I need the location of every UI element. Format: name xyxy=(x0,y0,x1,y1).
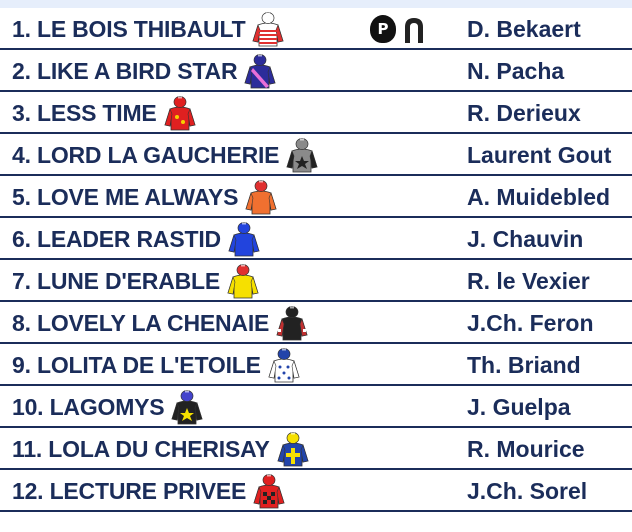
runner-row[interactable] xyxy=(0,134,632,176)
runner-label: 11. LOLA DU CHERISAY xyxy=(12,436,270,462)
runner-label: 12. LECTURE PRIVEE xyxy=(12,478,247,504)
runner-label: 1. LE BOIS THIBAULT xyxy=(12,16,246,42)
runner-label: 6. LEADER RASTID xyxy=(12,226,221,252)
jockey-silk-icon xyxy=(244,179,278,215)
runner-name xyxy=(12,176,278,218)
runner-row[interactable] xyxy=(0,386,632,428)
jockey-name: R. le Vexier xyxy=(467,268,590,294)
runner-name xyxy=(12,470,286,512)
jockey-silk-icon xyxy=(227,221,261,257)
jockey-name: R. Mourice xyxy=(467,436,585,462)
runner-row[interactable] xyxy=(0,92,632,134)
jockey-silk-icon xyxy=(170,389,204,425)
runner-label: 8. LOVELY LA CHENAIE xyxy=(12,310,270,336)
runner-name xyxy=(12,386,204,428)
jockey-name: J.Ch. Feron xyxy=(467,310,594,336)
jockey-name: Th. Briand xyxy=(467,352,581,378)
jockey-silk-icon xyxy=(267,347,301,383)
runner-name xyxy=(12,302,309,344)
runner-name xyxy=(12,344,301,386)
runner-name xyxy=(12,50,277,92)
jockey-silk-icon xyxy=(251,11,285,47)
runner-name xyxy=(12,218,261,260)
jockey-silk-icon xyxy=(285,137,319,173)
runner-name xyxy=(12,428,310,470)
jockey-silk-icon xyxy=(276,431,310,467)
horseshoe-icon xyxy=(400,15,428,45)
runner-label: 4. LORD LA GAUCHERIE xyxy=(12,142,280,168)
jockey-silk-icon xyxy=(252,473,286,509)
runner-row[interactable] xyxy=(0,470,632,512)
jockey-name: D. Bekaert xyxy=(467,16,581,42)
jockey-silk-icon xyxy=(226,263,260,299)
jockey-name: N. Pacha xyxy=(467,58,565,84)
runner-row[interactable] xyxy=(0,344,632,386)
runner-name xyxy=(12,8,285,50)
runner-row[interactable] xyxy=(0,8,632,50)
runner-row[interactable] xyxy=(0,50,632,92)
runner-name xyxy=(12,260,260,302)
jockey-name: J.Ch. Sorel xyxy=(467,478,588,504)
jockey-silk-icon xyxy=(275,305,309,341)
runner-row[interactable] xyxy=(0,176,632,218)
jockey-name: J. Guelpa xyxy=(467,394,571,420)
runner-label: 9. LOLITA DE L'ETOILE xyxy=(12,352,261,378)
parking-badge-icon: P xyxy=(370,15,396,43)
runner-label: 5. LOVE ME ALWAYS xyxy=(12,184,239,210)
jockey-silk-icon xyxy=(243,53,277,89)
runner-list xyxy=(0,8,632,512)
jockey-name: R. Derieux xyxy=(467,100,581,126)
runner-row[interactable] xyxy=(0,428,632,470)
runner-name xyxy=(12,134,319,176)
jockey-name: J. Chauvin xyxy=(467,226,584,252)
runner-name xyxy=(12,92,197,134)
runner-label: 10. LAGOMYS xyxy=(12,394,165,420)
runner-row[interactable] xyxy=(0,260,632,302)
runner-label: 2. LIKE A BIRD STAR xyxy=(12,58,238,84)
runner-badges xyxy=(370,15,428,45)
top-bar xyxy=(0,0,632,8)
jockey-name: Laurent Gout xyxy=(467,142,612,168)
runner-row[interactable] xyxy=(0,302,632,344)
jockey-silk-icon xyxy=(163,95,197,131)
jockey-name: A. Muidebled xyxy=(467,184,611,210)
runner-label: 3. LESS TIME xyxy=(12,100,157,126)
runner-row[interactable] xyxy=(0,218,632,260)
runner-label: 7. LUNE D'ERABLE xyxy=(12,268,221,294)
